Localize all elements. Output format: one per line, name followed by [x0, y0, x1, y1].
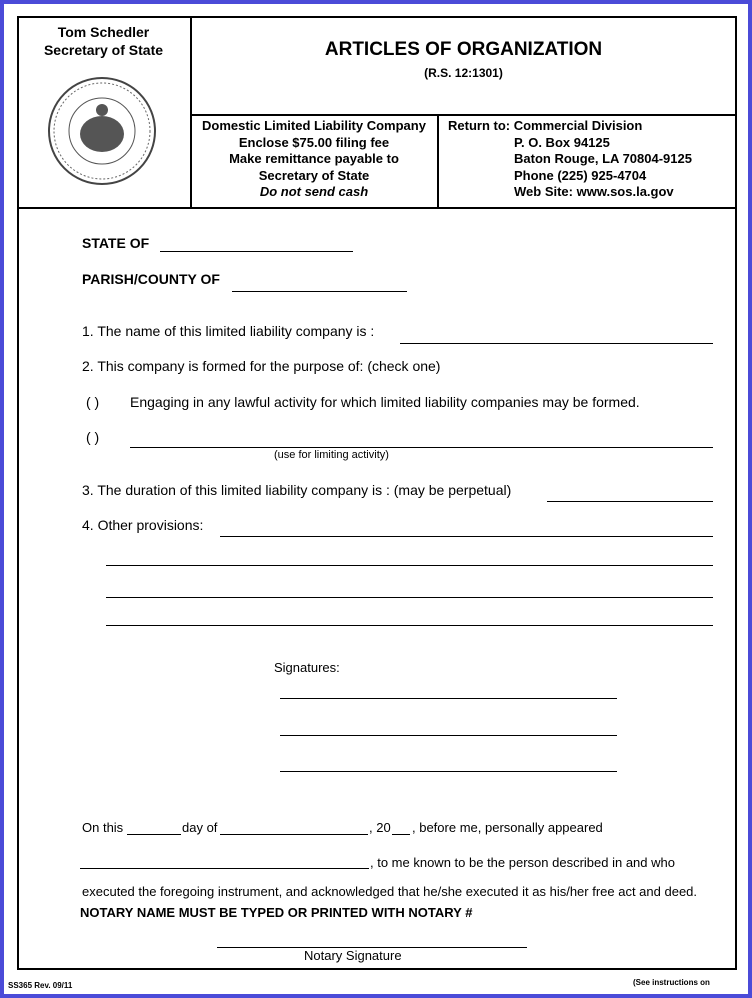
q1-label: 1. The name of this limited liability company is :: [82, 323, 375, 339]
statute: (R.S. 12:1301): [424, 66, 503, 80]
year-prefix: , 20: [369, 820, 391, 835]
page-title: ARTICLES OF ORGANIZATION: [324, 39, 603, 60]
limited-activity-field[interactable]: [130, 447, 713, 448]
official-title: Secretary of State: [43, 42, 164, 58]
notary-signature-label: Notary Signature: [304, 948, 402, 963]
divider: [17, 207, 735, 209]
fee-line: Enclose $75.00 filing fee: [238, 134, 390, 150]
q3-label: 3. The duration of this limited liability company is : (may be perpetual): [82, 482, 512, 498]
company-name-field[interactable]: [400, 343, 713, 344]
appeared-label: , before me, personally appeared: [412, 820, 603, 835]
provisions-field[interactable]: [106, 625, 713, 626]
fee-line: Do not send cash: [259, 184, 369, 199]
signature-field[interactable]: [280, 771, 617, 772]
limited-activity-hint: (use for limiting activity): [274, 449, 389, 461]
option-limited-checkbox[interactable]: ( ): [86, 429, 100, 445]
state-of-label: STATE OF: [82, 235, 150, 251]
return-address: [448, 118, 692, 201]
parish-label: PARISH/COUNTY OF: [82, 271, 220, 287]
known-label: , to me known to be the person described in and who: [370, 855, 675, 870]
provisions-field[interactable]: [106, 565, 713, 566]
fee-info: [191, 118, 437, 201]
return-label: Return to: Commercial Division: [448, 118, 643, 133]
on-this-label: On this: [82, 820, 124, 835]
state-seal-icon: [45, 76, 159, 186]
executed-text: executed the foregoing instrument, and acknowledged that he/she executed it as his/her free act and deed.: [82, 884, 698, 899]
notary-notice: NOTARY NAME MUST BE TYPED OR PRINTED WITH NOTARY #: [80, 905, 473, 920]
signature-field[interactable]: [280, 735, 617, 736]
parish-field[interactable]: [232, 291, 407, 292]
fee-line: Domestic Limited Liability Company: [202, 118, 426, 133]
provisions-field[interactable]: [220, 536, 713, 537]
address-line: Baton Rouge, LA 70804-9125: [514, 151, 692, 166]
form-id: SS365 Rev. 09/11: [8, 981, 73, 990]
option-any-lawful-label: Engaging in any lawful activity for which limited liability companies may be formed.: [130, 394, 640, 410]
divider: [437, 114, 439, 209]
provisions-field[interactable]: [106, 597, 713, 598]
divider: [190, 114, 735, 116]
month-field[interactable]: [220, 834, 368, 835]
instructions-note: (See instructions on: [633, 978, 710, 987]
fee-line: Make remittance payable to: [229, 151, 399, 166]
duration-field[interactable]: [547, 501, 713, 502]
fee-line: Secretary of State: [258, 167, 370, 183]
option-any-lawful-checkbox[interactable]: ( ): [86, 394, 100, 410]
state-field[interactable]: [160, 251, 353, 252]
address-line: Web Site: www.sos.la.gov: [514, 184, 674, 199]
year-field[interactable]: [392, 834, 410, 835]
official-name: Tom Schedler: [57, 24, 150, 40]
address-line: P. O. Box 94125: [514, 134, 610, 150]
day-field[interactable]: [127, 834, 181, 835]
person-field[interactable]: [80, 868, 369, 869]
day-of-label: day of: [182, 820, 218, 835]
q2-label: 2. This company is formed for the purpose of: (check one): [82, 358, 441, 374]
signatures-label: Signatures:: [274, 660, 340, 675]
q4-label: 4. Other provisions:: [82, 517, 204, 533]
signature-field[interactable]: [280, 698, 617, 699]
address-line: Phone (225) 925-4704: [514, 167, 647, 183]
